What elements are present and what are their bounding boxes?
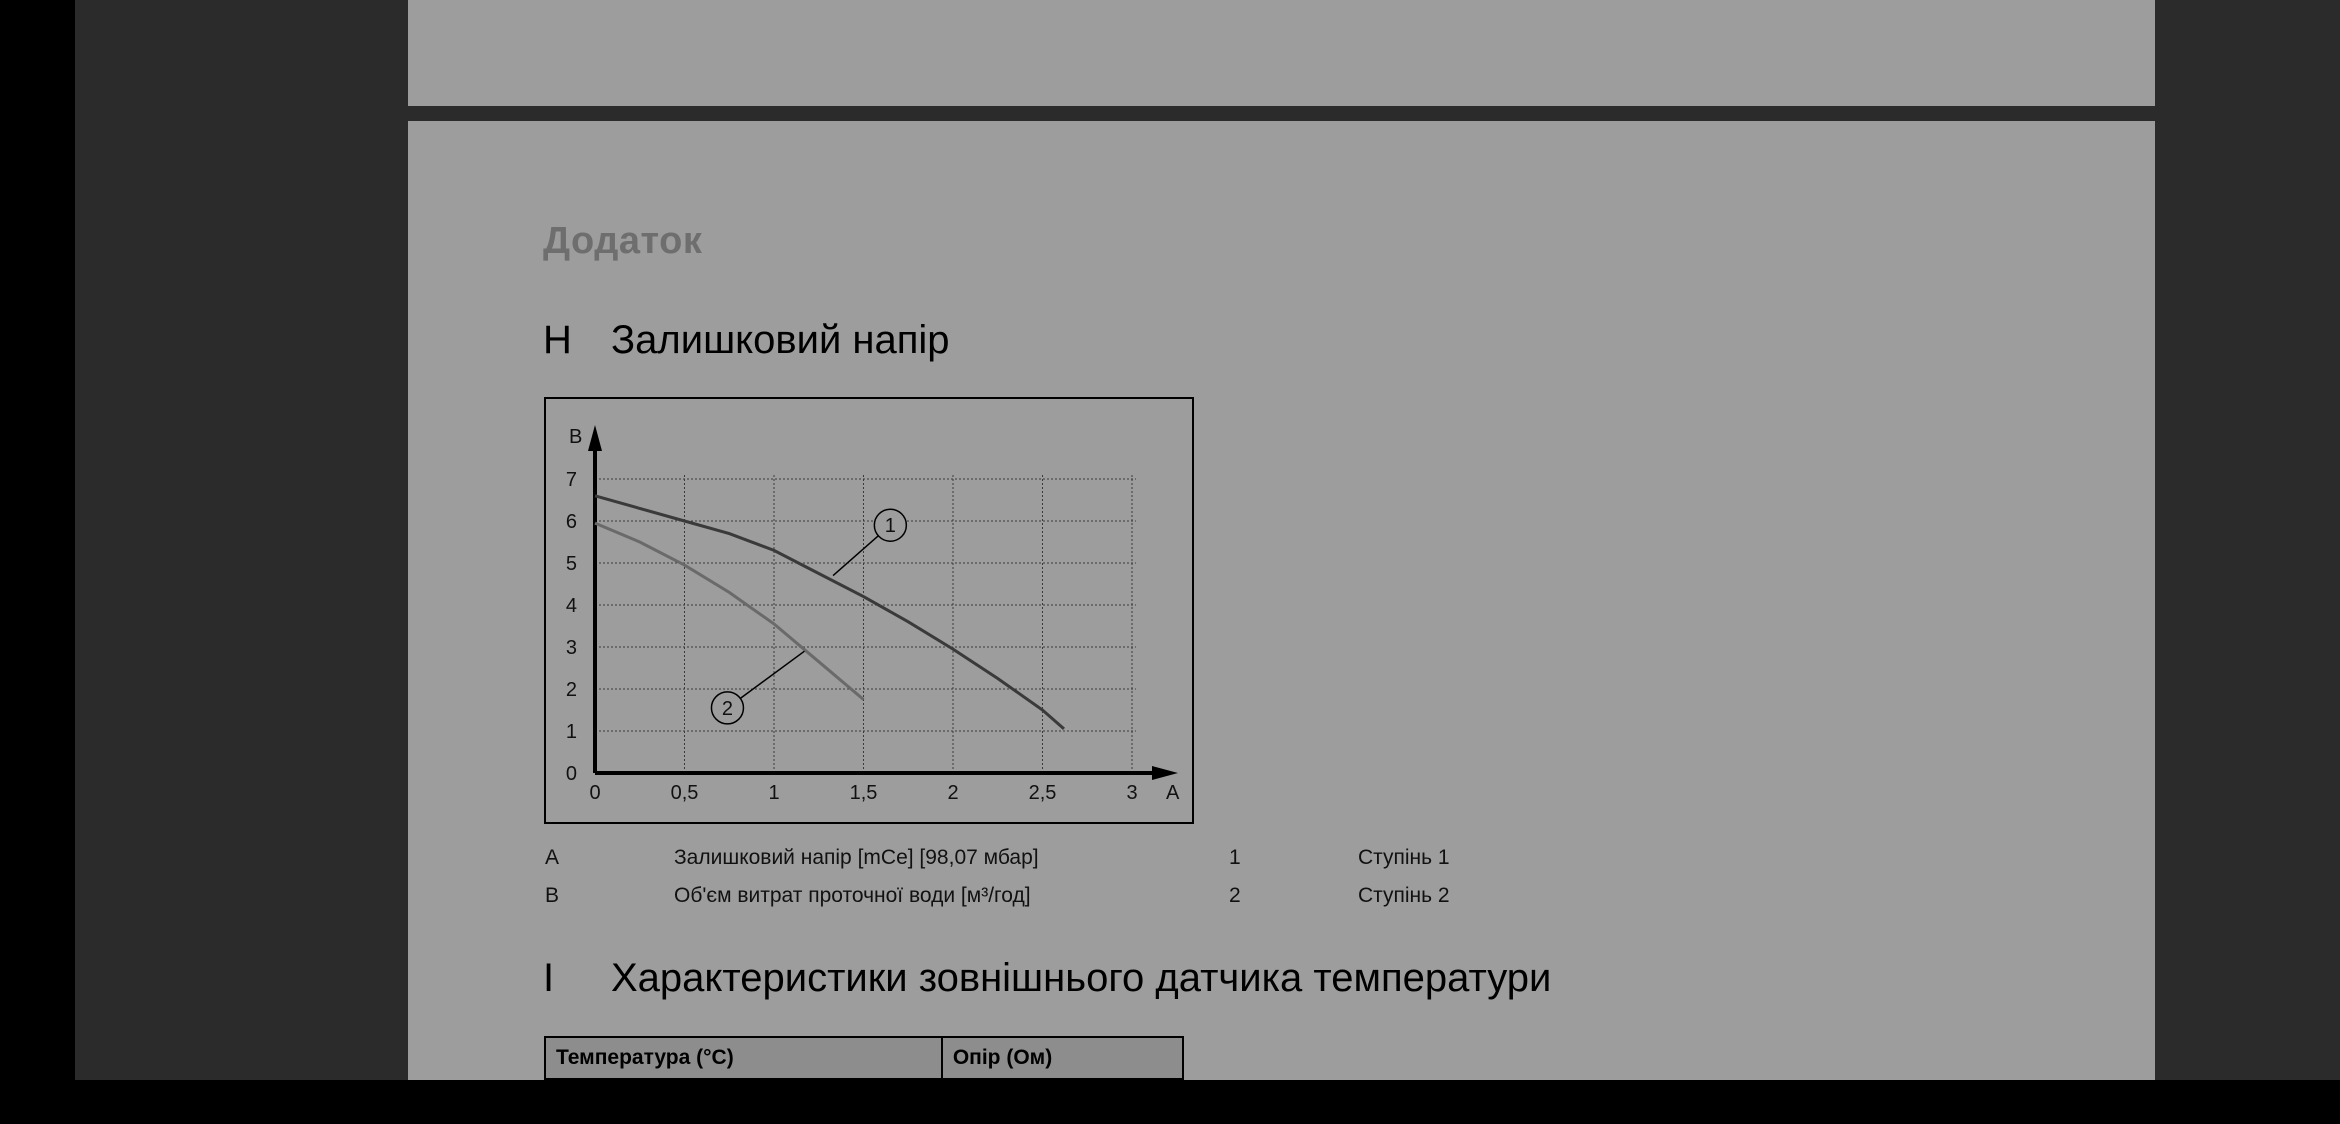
y-tick-label: 2 (565, 679, 577, 701)
legend-num-2: 2 (1229, 884, 1241, 907)
heading-number: H (543, 318, 572, 362)
x-tick-label: 1,5 (849, 782, 878, 804)
legend-text-b: Об'єм витрат проточної води [м³/год] (674, 884, 1031, 907)
y-tick-label: 5 (565, 553, 577, 575)
y-tick-label: 3 (565, 637, 577, 659)
residual-head-chart (544, 397, 1194, 824)
heading-number: I (543, 956, 555, 1000)
x-axis-arrow (1152, 766, 1178, 780)
y-axis-label: B (569, 426, 583, 448)
x-axis-label: A (1166, 782, 1180, 804)
legend-key-b: B (545, 884, 560, 907)
document-viewer[interactable] (75, 0, 2340, 1080)
previous-page (408, 0, 2155, 106)
callout-label-2: 2 (721, 697, 734, 720)
legend-num-1: 1 (1229, 846, 1241, 869)
y-tick-label: 0 (565, 763, 577, 785)
y-tick-label: 7 (565, 469, 577, 491)
series-line-1 (595, 496, 1064, 729)
series-line-2 (595, 523, 864, 699)
legend-text-a: Залишковий напір [mCe] [98,07 мбар] (674, 846, 1039, 869)
column-header-resistance: Опір (Ом) (942, 1037, 1183, 1079)
table-cell (545, 1079, 942, 1123)
heading-title: Залишковий напір (611, 318, 950, 362)
x-tick-label: 3 (1126, 782, 1138, 804)
y-tick-label: 1 (565, 721, 577, 743)
x-tick-label: 2,5 (1028, 782, 1057, 804)
x-tick-label: 0 (589, 782, 601, 804)
heading-sensor-characteristics (543, 956, 1551, 1001)
table-header-row (545, 1037, 1183, 1079)
section-label: Додаток (543, 220, 703, 262)
legend-label-2: Ступінь 2 (1358, 884, 1450, 907)
legend-label-1: Ступінь 1 (1358, 846, 1450, 869)
column-header-temperature: Температура (°C) (545, 1037, 942, 1079)
x-tick-label: 2 (947, 782, 959, 804)
y-tick-label: 6 (565, 511, 577, 533)
chart-svg (546, 399, 1192, 822)
heading-title: Характеристики зовнішнього датчика температури (611, 956, 1552, 1000)
x-tick-label: 1 (768, 782, 780, 804)
sensor-table (544, 1036, 1184, 1124)
y-axis-arrow (588, 425, 602, 451)
legend-key-a: A (545, 846, 560, 869)
table-cell (942, 1079, 1183, 1123)
table-row (545, 1079, 1183, 1123)
callout-label-1: 1 (884, 515, 896, 538)
y-tick-label: 4 (565, 595, 577, 617)
heading-residual-head (543, 318, 950, 363)
x-tick-label: 0,5 (670, 782, 699, 804)
